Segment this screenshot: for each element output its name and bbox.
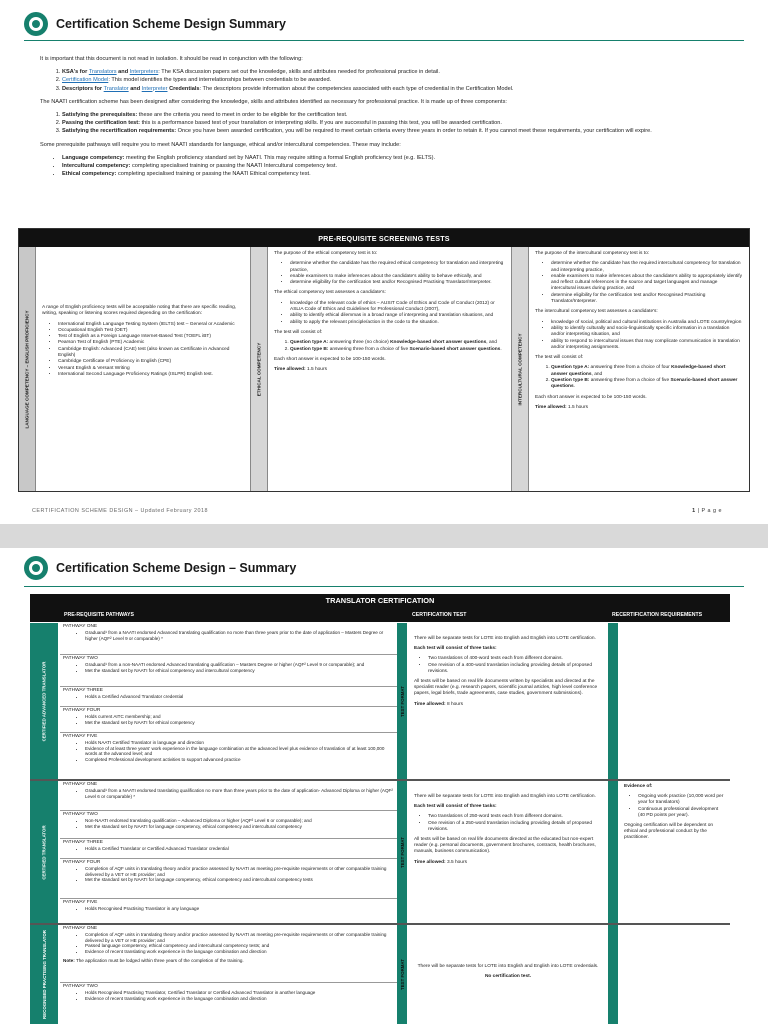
ethical-competency-label: ETHICAL COMPETENCY <box>251 247 268 491</box>
intro-paragraph: It is important that this document is not read in isolation. It should be read in conjunction with the following: <box>40 56 303 62</box>
header-rule <box>24 586 744 587</box>
pathway-row: PATHWAY THREE • Holds a Certified Translator or Certified Advanced Translator credential <box>60 839 397 859</box>
page-footer <box>32 508 732 514</box>
naati-logo-icon <box>24 12 48 36</box>
reference-item: 1. KSA's for Translators and Interpreters: The KSA discussion papers set out the knowledge, skills and attributes needed for professional practice in detail. <box>62 69 740 76</box>
translator-table-header <box>30 608 730 622</box>
pathway-row: PATHWAY TWO • Holds Recognised Practising Translator, Certified Translator or Certified Advanced Translator in another language • Evidence of recent translating work experience in the language combination and direction <box>60 983 397 1024</box>
english-test-list: • International English Language Testing System (IELTS) test – General or Academic • Occupational English Test (OET) • Test of English as a Foreign Language Internet-Based Test (TOEFL iBT) • Pearson Test of English (PTE) Academic • Cambridge English: Advanced (CAE) test (also known as Certificate in Advanced English) • Cambridge Certificate of Proficiency in English (CPE) • Versant English & Versant Writing • International Second Language Proficiency Ratings (ISLPR) English test. <box>42 322 244 379</box>
reference-item: 2. Certification Model: This model identifies the types and interrelationships between credentials to be awarded. <box>62 77 740 84</box>
component-item: 3. Satisfying the recertification requirements: Once you have been awarded certification, you will be required to meet certain criteria every three years in order to retain it. If you cannot meet these requirements, your certification will expire. <box>62 128 740 135</box>
translator-descriptor-link[interactable]: Translator <box>103 85 129 92</box>
pathway-row: PATHWAY THREE • Holds a Certified Advanced Translator credential <box>60 687 397 707</box>
test-format-label: TEST FORMAT <box>397 623 407 779</box>
col-recert-header: RECERTIFICATION REQUIREMENTS <box>612 612 703 618</box>
pathway-row: PATHWAY ONE • Graduand¹ from a NAATI endorsed translating qualification no more than three years prior to the date of application- Advanced Diploma or higher (AQF² Level 6 or comparable) * <box>60 781 397 811</box>
recognised-practising-test: There will be separate tests for LOTE into English and English into LOTE credentials. No certification test. <box>417 964 599 980</box>
intercultural-competency-cell: The purpose of the intercultural competency test is to: • determine whether the candidate has the required intercultural competency for translation and interpreting practice, • enable examiners to make inferences about the candidate's ability to appropriately identify and reflect cultural references in the source and target languages and manage intercultural issues during practice, and • determine eligibility for the certification test and/or Recognised Practising Translator/Interpreter. The intercultural competency test assesses a candidate's: • knowledge of social, political and cultural institutions in Australia and LOTE country/region • ability to identify culturally and socio-linguistically specific information in a translation and/or interpreting situation, and • ability to respond to intercultural issues that may complicate communication in translation and/or interpreting assignments. The test will consist of: 1. Question type A: answering three from a choice of four Knowledge-based short answer questions, and 2. Question type B: answering three from a choice of five Scenario-based short answer questions. Each short answer is expected to be 100-150 words. Time allowed: 1.5 hours <box>529 247 749 491</box>
recert-band <box>608 623 618 1024</box>
pathway-row: PATHWAY FOUR • Completion of AQF units in translating theory and/or practice assessed by NAATI as meeting pre-requisite requirements or other comparable training delivered by a VET or HE provider; and • Met the standard set by NAATI for language competency, ethical competency and intercultural competency tests <box>60 859 397 899</box>
ethical-competency-cell: The purpose of the ethical competency test is to: • determine whether the candidate has the required ethical competency for translation and interpreting practice, • enable examiners to make inferences about the candidate's ability to behave ethically, and • determine eligibility for the certification test and/or Recognised Practising Translator/Interpreter. The ethical competency test assesses a candidate's: • knowledge of the relevant code of ethics – AUSIT Code of Ethics and Code of Conduct (2012) or ASLIA Code of Ethics and Guidelines for Professional Conduct (2007), • ability to identify ethical dilemmas in a broad range of interpreting and translation situations, and • ability to apply the relevant principle/action in the code to the situation. The test will consist of: 1. Question type A: answering three (no choice) Knowledge-based short answer questions, and 2. Question type B: answering three from a choice of five Scenario-based short answer questions. Each short answer is expected to be 100-150 words. Time allowed: 1.5 hours <box>268 247 512 491</box>
col-prereq-header: PRE-REQUISITE PATHWAYS <box>64 612 134 618</box>
component-item: 1. Satisfying the prerequisites: these are the criteria you need to meet in order to be eligible for the certification test. <box>62 112 740 119</box>
certified-translator-label: CERTIFIED TRANSLATOR <box>30 781 58 923</box>
competency-item: • Language competency: meeting the English proficiency standard set by NAATI. This may require sitting a formal English proficiency test (e.g. IELTS). <box>62 155 740 162</box>
prerequisite-table <box>18 228 750 492</box>
competency-item: • Ethical competency: completing specialised training or passing the NAATI Ethical competency test. <box>62 171 740 178</box>
scheme-paragraph: The NAATI certification scheme has been designed after considering the knowledge, skills and attributes identified as necessary for professional practice. It is made up of three components: <box>40 98 507 105</box>
pathway-row: PATHWAY ONE • Graduand¹ from a NAATI endorsed Advanced translating qualification no more than three years prior to the date of application – Masters Degree or higher (AQF² Level 9 or comparable) * <box>60 623 397 655</box>
component-item: 2. Passing the certification test: this is a performance based test of your translation or interpreting skills. If you are successful in passing this test, you will be awarded certification. <box>62 120 740 127</box>
certified-advanced-translator-label: CERTIFIED ADVANCED TRANSLATOR <box>30 623 58 779</box>
pathway-row: PATHWAY ONE • Completion of AQF units in translating theory and/or practice assessed by NAATI as meeting pre-requisite requirements or other comparable training delivered by a VET or HE provider; and • Passed language competency, ethical competency and intercultural competency tests; and • Evidence of recent translating work experience in the language combination and direction Note: The application must be lodged within three years of the completion of the training. <box>60 925 397 983</box>
translator-certification-table <box>30 594 730 1024</box>
reference-list <box>40 69 740 93</box>
language-competency-cell: A range of English proficiency tests will be acceptable noting that there are specific reading, writing, speaking or listening scores required depending on the certification: • International English Language Testing System (IELTS) test – General or Academic • Occupational English Test (OET) • Test of English as a Foreign Language Internet-Based Test (TOEFL iBT) • Pearson Test of English (PTE) Academic • Cambridge English: Advanced (CAE) test (also known as Certificate in Advanced English) • Cambridge Certificate of Proficiency in English (CPE) • Versant English & Versant Writing • International Second Language Proficiency Ratings (ISLPR) English test. <box>36 247 251 491</box>
translators-link[interactable]: Translators <box>88 69 117 76</box>
pathways-paragraph: Some prerequisite pathways will require you to meet NAATI standards for language, ethical and/or intercultural competencies. These may include: <box>40 141 401 148</box>
intercultural-competency-label: INTERCULTURAL COMPETENCY <box>512 247 529 491</box>
naati-logo-icon <box>24 556 48 580</box>
reference-item: 3. Descriptors for Translator and Interpreter Credentials: The descriptors provide information about the competencies associated with each type of credential in the Certification Model. <box>62 86 740 93</box>
language-competency-label: LANGUAGE COMPETENCY – ENGLISH PROFICIENCY <box>19 247 36 491</box>
page-two <box>0 548 768 1024</box>
page-header <box>24 556 296 580</box>
translator-table-title: TRANSLATOR CERTIFICATION <box>30 594 730 608</box>
certification-model-link[interactable]: Certification Model <box>62 77 109 84</box>
pathway-row: PATHWAY TWO • Non-NAATI endorsed translating qualification – Advanced Diploma or higher (AQF² Level 6 or comparable); and • Met the standard set by NAATI for language competency, ethical competency and intercultural competency <box>60 811 397 839</box>
advanced-translator-test: There will be separate tests for LOTE into English and English into LOTE certification. Each test will consist of three tasks: • Two translations of 400-word texts each from different domains. • One revision of a 400-word translation including providing details of proposed revisions. All texts will be based on real life documents written by specialists and directed at the specialist reader (e.g. research papers, scientific journal articles, high level conference papers, legal briefs, trade agreements, case studies, government submissions). Time allowed: 8 hours <box>410 632 606 716</box>
pathway-row: PATHWAY FIVE • Holds Recognised Practising Translator in any language <box>60 899 397 923</box>
footer-title: CERTIFICATION SCHEME DESIGN – Updated February 2018 <box>32 508 208 514</box>
recognised-practising-translator-label: RECOGNISED PRACTISING TRANSLATOR <box>30 925 58 1024</box>
recertification-requirements: Evidence of: • Ongoing work practice (10,000 word per year for translators) • Continuous professional development (40 PD points per year). Ongoing certification will be dependent on ethical and professional conduct by the practitioner. <box>620 780 730 850</box>
certified-translator-test: There will be separate tests for LOTE into English and English into LOTE certification. Each test will consist of three tasks: • Two translations of 250-word texts each from different domains. • One revision of a 250-word translation including providing details of proposed revisions. All texts will be based on real life documents directed at the educated but non-expert reader (e.g. personal documents, government brochures, contracts, health brochures, manuals, business communication). Time allowed: 3.5 hours <box>410 790 606 874</box>
interpreter-descriptor-link[interactable]: Interpreter <box>141 85 168 92</box>
pathway-row: PATHWAY TWO • Graduand¹ from a non-NAATI endorsed Advanced translating qualification – Masters Degree or higher (AQF² Level 9 or comparable); and • Met the standard set by NAATI for ethical competency and intercultural competency <box>60 655 397 687</box>
test-format-label: TEST FORMAT <box>397 925 407 1024</box>
prerequisite-table-title: PRE-REQUISITE SCREENING TESTS <box>19 229 749 247</box>
col-test-header: CERTIFICATION TEST <box>412 612 467 618</box>
page-header <box>24 12 286 36</box>
interpreters-link[interactable]: Interpreters <box>129 69 159 76</box>
page-title: Certification Scheme Design Summary <box>56 17 286 31</box>
page-gap <box>0 524 768 548</box>
competency-item: • Intercultural competency: completing specialised training or passing the NAATI Intercultural competency test. <box>62 163 740 170</box>
component-list <box>40 112 740 136</box>
page-title: Certification Scheme Design – Summary <box>56 561 297 575</box>
intro-section <box>40 56 740 184</box>
competency-list <box>40 155 740 179</box>
pathway-row: PATHWAY FIVE • Holds NAATI Certified Translator in language and direction • Evidence of at least three years' work experience in the language combination at the advanced level plus evidence of translation of at least 100,000 words at the advanced level; and • Completed Professional development activities to support advanced practice <box>60 733 397 779</box>
page-number: 1 | P a g e <box>692 508 722 514</box>
pathway-row: PATHWAY FOUR • Holds current AITC membership; and • Met the standard set by NAATI for ethical competency <box>60 707 397 733</box>
test-format-label: TEST FORMAT <box>397 781 407 923</box>
header-rule <box>24 40 744 41</box>
